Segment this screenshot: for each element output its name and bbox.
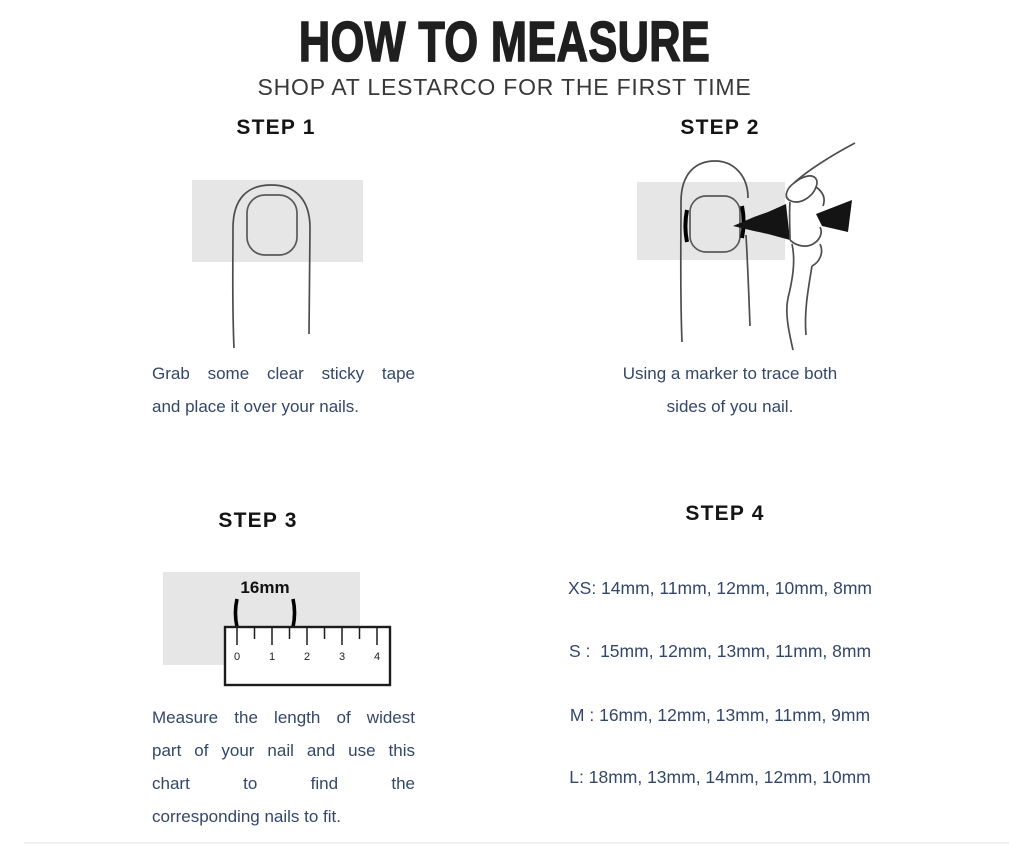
ruler-tick-label: 3 <box>338 651 346 663</box>
step1-caption-line: and place it over your nails. <box>152 397 359 416</box>
ruler-tick-label: 0 <box>233 651 241 663</box>
step3-caption-line: Measure the length of widest <box>152 708 415 727</box>
hand-outline <box>786 143 855 350</box>
measurement-label: 16mm <box>240 578 290 597</box>
ruler-tick-label: 4 <box>373 651 381 663</box>
finger-tape-illustration <box>160 172 400 350</box>
page-title <box>0 10 1009 74</box>
size-row-xs: XS: 14mm, 11mm, 12mm, 10mm, 8mm <box>567 578 873 598</box>
size-row-m: M : 16mm, 12mm, 13mm, 11mm, 9mm <box>569 705 871 725</box>
right-trace-mark <box>293 599 295 627</box>
marker-cap <box>816 200 852 232</box>
step1-caption-line: Grab some clear sticky tape <box>152 364 415 383</box>
size-row-s: S : 15mm, 12mm, 13mm, 11mm, 8mm <box>568 641 872 661</box>
ruler-illustration <box>150 565 400 705</box>
size-row-l: L: 18mm, 13mm, 14mm, 12mm, 10mm <box>569 767 871 787</box>
bottom-divider <box>24 842 1009 844</box>
left-trace-mark <box>236 599 238 627</box>
step3-caption-line: part of your nail and use this <box>152 741 415 760</box>
step1-label: STEP 1 <box>236 116 316 139</box>
marker-hand-illustration <box>620 140 900 355</box>
left-trace-mark <box>686 210 688 242</box>
page-title-text: HOW TO MEASURE <box>298 10 711 74</box>
step3-caption-line: corresponding nails to fit. <box>152 807 341 826</box>
ruler-tick-label: 2 <box>303 651 311 663</box>
tape-rect <box>192 180 363 262</box>
step3-label: STEP 3 <box>218 509 298 532</box>
step3-caption-line: chart to find the <box>152 774 415 793</box>
ruler-tick-label: 1 <box>268 651 276 663</box>
step3-caption <box>152 701 415 833</box>
step1-caption <box>152 357 415 423</box>
step2-caption-line: sides of you nail. <box>666 397 794 416</box>
step4-label: STEP 4 <box>685 502 765 525</box>
step2-label: STEP 2 <box>680 116 760 139</box>
step2-caption <box>590 357 870 423</box>
step2-caption-line: Using a marker to trace both <box>622 364 838 383</box>
page-subtitle: SHOP AT LESTARCO FOR THE FIRST TIME <box>257 74 752 100</box>
